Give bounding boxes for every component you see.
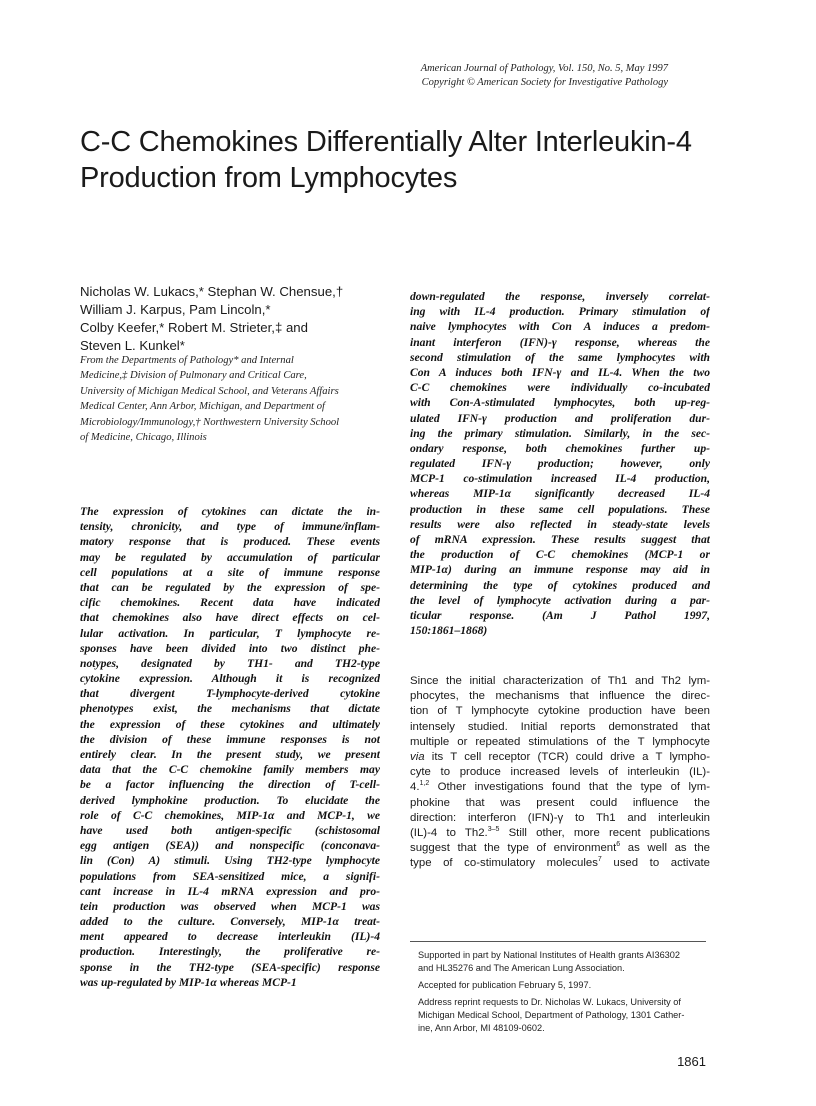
abstract-line: tein production was observed when MCP-1 was <box>80 899 380 913</box>
body-line: phokine that was present could influence the <box>410 796 710 809</box>
abstract-line: tensity, chronicity, and type of immune/inflam- <box>80 520 380 534</box>
abstract-line: cell populations at a site of immune response <box>80 565 380 579</box>
abstract-line: with Con-A-stimulated lymphocytes, both up-reg- <box>410 396 710 410</box>
citation-superscript: 3–5 <box>487 826 500 834</box>
affiliation-line: Medical Center, Ann Arbor, Michigan, and Department of <box>80 401 326 413</box>
abstract-line: phenotypes exist, the mechanisms that dictate <box>80 702 380 716</box>
citation-superscript: 1,2 <box>419 780 430 788</box>
abstract-line: cytokine expression. Although it is recognized <box>80 672 380 686</box>
author-list <box>80 283 400 355</box>
citation-superscript: 6 <box>616 841 621 849</box>
footnote-divider <box>410 941 706 942</box>
abstract-line: role of C-C chemokines, MIP-1α and MCP-1, we <box>80 808 380 822</box>
copyright-line: Copyright © American Society for Investigative Pathology <box>421 77 668 88</box>
abstract-line: that divergent T-lymphocyte-derived cytokine <box>80 687 380 701</box>
abstract-right-column <box>410 289 710 638</box>
title-line-2: Production from Lymphocytes <box>80 162 458 194</box>
footnotes <box>418 949 710 1035</box>
abstract-line: sponse in the TH2-type (SEA-specific) response <box>80 960 380 974</box>
body-line: type of co-stimulatory molecules$^7$ used to activate <box>410 856 710 870</box>
abstract-line: lular activation. In particular, T lymphocyte re- <box>80 626 380 640</box>
accepted-date: Accepted for publication February 5, 1997. <box>418 980 592 990</box>
page-number: 1861 <box>677 1054 706 1069</box>
abstract-line: regulated IFN-γ production; however, only <box>410 457 710 471</box>
abstract-line: MIP-1α) during an immune response may aid in <box>410 563 710 577</box>
affiliation-line: From the Departments of Pathology* and Internal <box>80 355 294 366</box>
abstract-line: cant increase in IL-4 mRNA expression and pro- <box>80 884 380 898</box>
author-line: Colby Keefer,* Robert M. Strieter,‡ and <box>80 320 308 335</box>
funding-note: and HL35276 and The American Lung Association. <box>418 963 625 973</box>
journal-citation <box>308 62 668 90</box>
abstract-line: the expression of these cytokines and ultimately <box>80 717 380 731</box>
body-line: 4.$^{1,2}$ Other investigations found that the type of lym- <box>410 780 710 794</box>
abstract-line: the division of these immune responses is not <box>80 732 380 746</box>
reprint-address: Michigan Medical School, Department of Pathology, 1301 Cather- <box>418 1010 685 1020</box>
abstract-line: derived lymphokine production. To elucidate the <box>80 793 380 807</box>
abstract-line: inant interferon (IFN)-γ response, whereas the <box>410 335 710 349</box>
abstract-line: ment appeared to decrease interleukin (IL)-4 <box>80 930 380 944</box>
abstract-line: that chemokines also have direct effects on cel- <box>80 611 380 625</box>
body-line: cyte to produce increased levels of interleukin (IL)- <box>410 766 710 779</box>
citation-superscript: 7 <box>597 856 602 864</box>
abstract-line: egg antigen (SEA)) and nonspecific (conconava- <box>80 839 380 853</box>
abstract-line: of mRNA expression. These results suggest that <box>410 533 710 546</box>
reprint-address: ine, Ann Arbor, MI 48109-0602. <box>418 1023 545 1033</box>
abstract-line: data that the C-C chemokine family members may <box>80 763 380 777</box>
affiliation-line: of Medicine, Chicago, Illinois <box>80 432 207 444</box>
abstract-line: ticular response. (Am J Pathol 1997, <box>410 608 710 622</box>
abstract-line: MCP-1 co-stimulation increased IL-4 production, <box>410 472 710 486</box>
affiliation-line: Medicine,‡ Division of Pulmonary and Critical Care, <box>80 370 307 382</box>
abstract-line: notypes, designated by TH1- and TH2-type <box>80 656 380 670</box>
abstract-line: lin (Con) A) stimuli. Using TH2-type lymphocyte <box>80 854 380 868</box>
body-line: multiple or repeated stimulations of the T lymphocyte <box>410 735 710 748</box>
funding-note: Supported in part by National Institutes of Health grants AI36302 <box>418 950 681 960</box>
affiliation-line: University of Michigan Medical School, and Veterans Affairs <box>80 385 339 397</box>
abstract-line: the production of C-C chemokines (MCP-1 or <box>410 548 710 562</box>
abstract-line: populations from SEA-sensitized mice, a signifi- <box>80 869 380 883</box>
italic-via: via <box>410 750 425 763</box>
abstract-line: whereas MIP-1α significantly decreased IL-4 <box>410 487 710 501</box>
abstract-line: was up-regulated by MIP-1α whereas MCP-1 <box>80 975 297 989</box>
abstract-line: second stimulation of the same lymphocytes with <box>410 350 710 364</box>
body-line: intensely studied. Initial reports demonstrated that <box>410 720 710 733</box>
abstract-line: ing with IL-4 production. Primary stimulation of <box>410 305 710 319</box>
abstract-line: down-regulated the response, inversely correlat- <box>410 290 710 303</box>
abstract-left-column <box>80 504 380 990</box>
author-line: Steven L. Kunkel* <box>80 338 185 353</box>
abstract-line: entirely clear. In the present study, we present <box>80 748 380 761</box>
abstract-line: ing the primary stimulation. Similarly, in the sec- <box>410 426 710 440</box>
body-line: via its T cell receptor (TCR) could drive a T lympho- <box>410 750 710 763</box>
body-line: tion of T lymphocyte cytokine production have been <box>410 705 710 718</box>
abstract-line: The expression of cytokines can dictate the in- <box>80 505 380 518</box>
affiliation-line: Microbiology/Immunology,† Northwestern University School <box>80 416 340 428</box>
abstract-line: sponses have been divided into two distinct phe- <box>80 641 380 655</box>
reprint-address: Address reprint requests to Dr. Nicholas W. Lukacs, University of <box>418 997 681 1007</box>
body-text-intro <box>410 674 710 871</box>
body-line: suggest that the type of environment$^6$ as well as the <box>410 841 710 855</box>
abstract-line: C-C chemokines were individually co-incubated <box>410 381 710 395</box>
abstract-line: naive lymphocytes with Con A induces a predom- <box>410 320 710 334</box>
article-title <box>80 124 740 196</box>
abstract-line: added to the culture. Conversely, MIP-1α treat- <box>80 915 380 929</box>
abstract-line: may be regulated by accumulation of particular <box>80 550 380 564</box>
abstract-line: results were also reflected in steady-state levels <box>410 517 710 531</box>
body-line: (IL)-4 to Th2.$^{3-5}$ Still other, more recent publications <box>410 826 710 839</box>
abstract-line: Con A induces both IFN-γ and IL-4. When the two <box>410 365 710 379</box>
affiliations <box>80 353 400 445</box>
abstract-line: be a factor influencing the direction of T-cell- <box>80 778 380 792</box>
author-line: William J. Karpus, Pam Lincoln,* <box>80 302 271 317</box>
abstract-line: have used both antigen-specific (schistosomal <box>80 823 380 837</box>
title-line-1: C-C Chemokines Differentially Alter Interleukin-4 <box>80 126 692 158</box>
body-line: direction: interferon (IFN)-γ to Th1 and interleukin <box>410 811 710 824</box>
journal-volume-line: American Journal of Pathology, Vol. 150, No. 5, May 1997 <box>420 63 668 74</box>
abstract-line: the level of lymphocyte activation during a par- <box>410 593 710 607</box>
abstract-line: production. Interestingly, the proliferative re- <box>80 945 380 959</box>
author-line: Nicholas W. Lukacs,* Stephan W. Chensue,† <box>80 284 344 299</box>
abstract-line: matory response that is produced. These events <box>80 535 380 549</box>
body-line: phocytes, the mechanisms that influence the direc- <box>410 690 710 703</box>
abstract-line: determining the type of cytokines produced and <box>410 578 710 592</box>
abstract-line: 150:1861–1868) <box>410 624 488 638</box>
abstract-line: ulated IFN-γ production and proliferation dur- <box>410 411 710 425</box>
abstract-line: that can be regulated by the expression of spe- <box>80 580 380 594</box>
abstract-line: production in these same cell populations. These <box>410 502 710 516</box>
body-line: Since the initial characterization of Th1 and Th2 lym- <box>410 675 710 687</box>
abstract-line: cific chemokines. Recent data have indicated <box>80 596 380 610</box>
abstract-line: ondary response, both chemokines further up- <box>410 441 710 455</box>
